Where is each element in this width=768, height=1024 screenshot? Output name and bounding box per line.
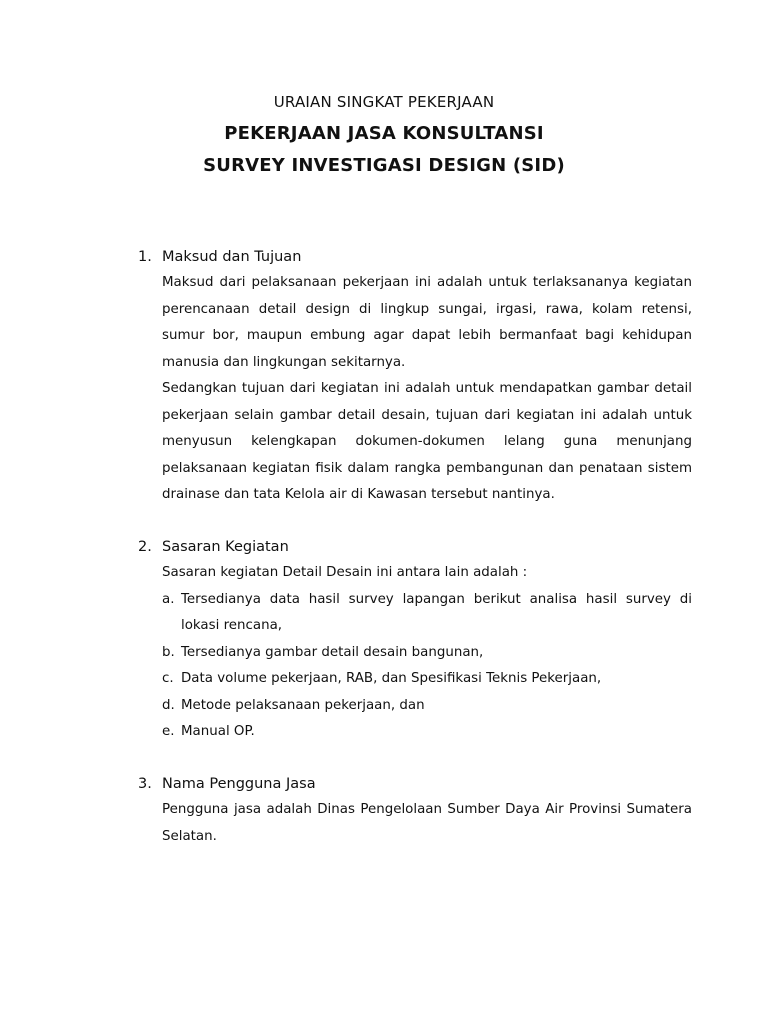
list-marker: a. <box>162 591 175 607</box>
document-title-block <box>0 91 768 182</box>
list-marker: e. <box>162 724 175 739</box>
section-maksud-dan-tujuan <box>138 244 694 509</box>
list-item <box>162 587 692 640</box>
list-item <box>162 693 692 720</box>
list-marker: b. <box>162 644 175 660</box>
section-body <box>162 270 692 509</box>
list-item-text: Data volume pekerjaan, RAB, dan Spesifikasi Teknis Pekerjaan, <box>181 671 602 686</box>
paragraph-pengguna-jasa: Pengguna jasa adalah Dinas Pengelolaan Sumber Daya Air Provinsi Sumatera Selatan. <box>162 802 692 844</box>
section-heading-text: Nama Pengguna Jasa <box>162 776 316 792</box>
paragraph-tujuan: Sedangkan tujuan dari kegiatan ini adalah untuk mendapatkan gambar detail pekerjaan selain gambar detail desain, tujuan dari kegiatan ini adalah untuk menyusun kelengkapan dokumen-dokumen lelang guna menunjang pelaksanaan kegiatan fisik dalam rangka pembangunan dan penataan sistem drainase dan tata Kelola air di Kawasan tersebut nantinya. <box>162 381 692 502</box>
list-item-text: Manual OP. <box>181 724 255 739</box>
section-sasaran-kegiatan <box>138 534 694 746</box>
section-number: 1. <box>138 249 152 265</box>
section-number: 3. <box>138 776 152 792</box>
paragraph-maksud: Maksud dari pelaksanaan pekerjaan ini adalah untuk terlaksananya kegiatan perencanaan detail design di lingkup sungai, irgasi, rawa, kolam retensi, sumur bor, maupun embung agar dapat lebih bermanfaat bagi kehidupan manusia dan lingkungan sekitarnya. <box>162 275 692 370</box>
section-heading-text: Maksud dan Tujuan <box>162 249 302 265</box>
document-subtitle-2: SURVEY INVESTIGASI DESIGN (SID) <box>203 155 565 176</box>
list-item-text: Tersedianya gambar detail desain bangunan, <box>181 644 484 660</box>
document-subtitle-1: PEKERJAAN JASA KONSULTANSI <box>224 123 544 144</box>
list-marker: d. <box>162 697 175 713</box>
document-title: URAIAN SINGKAT PEKERJAAN <box>273 93 495 111</box>
section-body <box>162 560 692 746</box>
section-heading-text: Sasaran Kegiatan <box>162 539 289 555</box>
section-heading <box>138 534 694 560</box>
section-nama-pengguna-jasa <box>138 771 694 850</box>
list-item-text: Tersedianya data hasil survey lapangan berikut analisa hasil survey di lokasi rencana, <box>181 591 692 633</box>
list-marker: c. <box>162 671 174 686</box>
list-item-text: Metode pelaksanaan pekerjaan, dan <box>181 697 425 713</box>
list-item <box>162 640 692 667</box>
section-heading <box>138 244 694 270</box>
section-number: 2. <box>138 539 152 555</box>
list-item <box>162 666 692 693</box>
sasaran-list <box>162 587 692 746</box>
paragraph-sasaran-intro: Sasaran kegiatan Detail Desain ini antara lain adalah : <box>162 565 528 580</box>
list-item <box>162 719 692 746</box>
section-body <box>162 797 692 850</box>
section-heading <box>138 771 694 797</box>
